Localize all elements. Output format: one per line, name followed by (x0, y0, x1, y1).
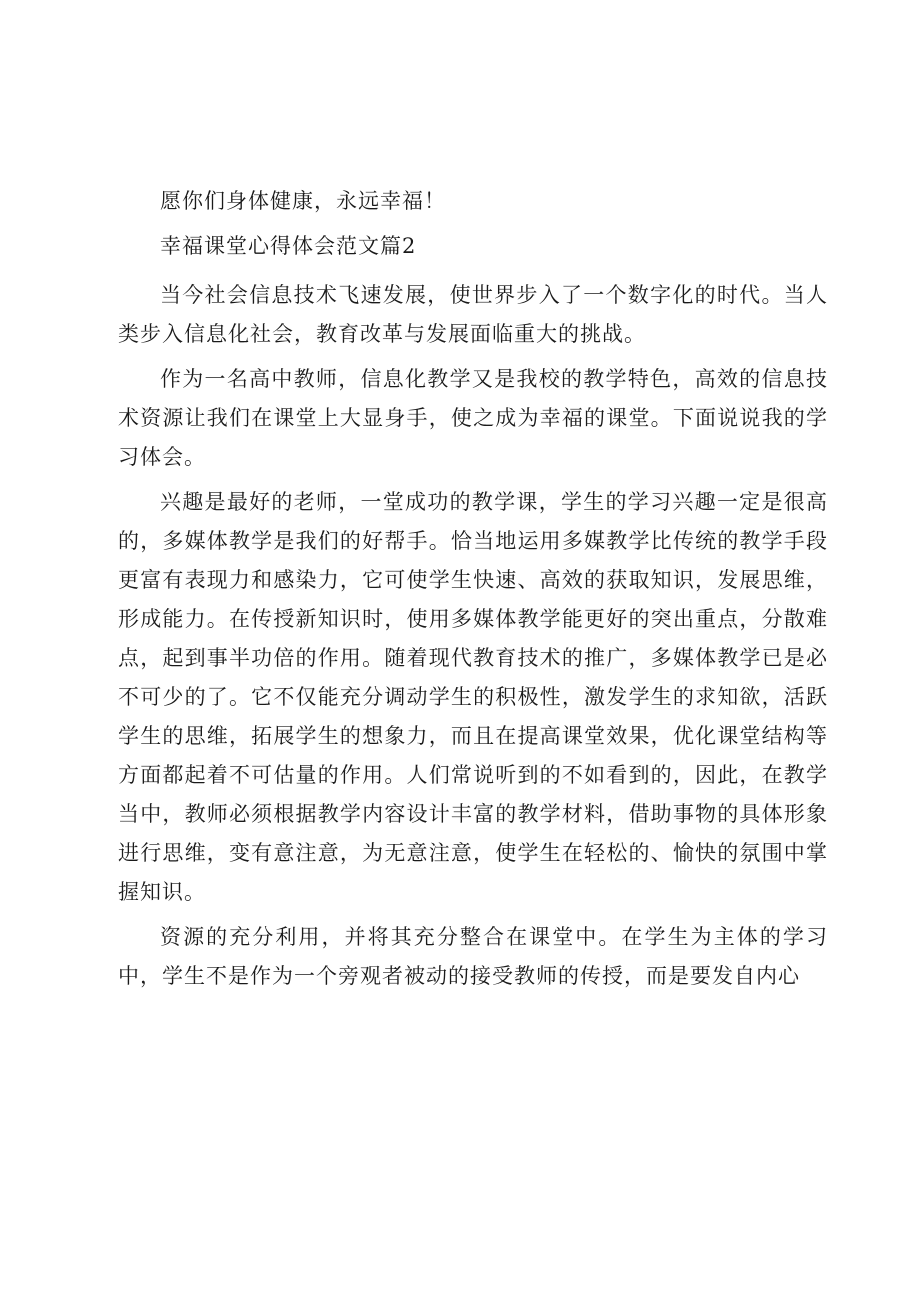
paragraph-4: 资源的充分利用，并将其充分整合在课堂中。在学生为主体的学习中，学生不是作为一个旁观者被动的接受教师的传授，而是要发自内心 (118, 925, 828, 988)
document-body (118, 182, 828, 996)
section-title: 幸福课堂心得体会范文篇2 (160, 234, 417, 258)
paragraph-2: 作为一名高中教师，信息化教学又是我校的教学特色，高效的信息技术资源让我们在课堂上大显身手，使之成为幸福的课堂。下面说说我的学习体会。 (118, 367, 828, 469)
closing-line: 愿你们身体健康，永远幸福！ (160, 189, 446, 213)
paragraph-3: 兴趣是最好的老师，一堂成功的教学课，学生的学习兴趣一定是很高的，多媒体教学是我们的好帮手。恰当地运用多媒教学比传统的教学手段更富有表现力和感染力，它可使学生快速、高效的获取知识，发展思维，形成能力。在传授新知识时，使用多媒体教学能更好的突出重点，分散难点，起到事半功倍的作用。随着现代教育技术的推广，多媒体教学已是必不可少的了。它不仅能充分调动学生的积极性，激发学生的求知欲，活跃学生的思维，拓展学生的想象力，而且在提高课堂效果，优化课堂结构等方面都起着不可估量的作用。人们常说听到的不如看到的，因此，在教学当中，教师必须根据教学内容设计丰富的教学材料，借助事物的具体形象进行思维，变有意注意，为无意注意，使学生在轻松的、愉快的氛围中掌握知识。 (118, 490, 828, 904)
paragraph-1: 当今社会信息技术飞速发展，使世界步入了一个数字化的时代。当人类步入信息化社会，教育改革与发展面临重大的挑战。 (118, 283, 828, 346)
